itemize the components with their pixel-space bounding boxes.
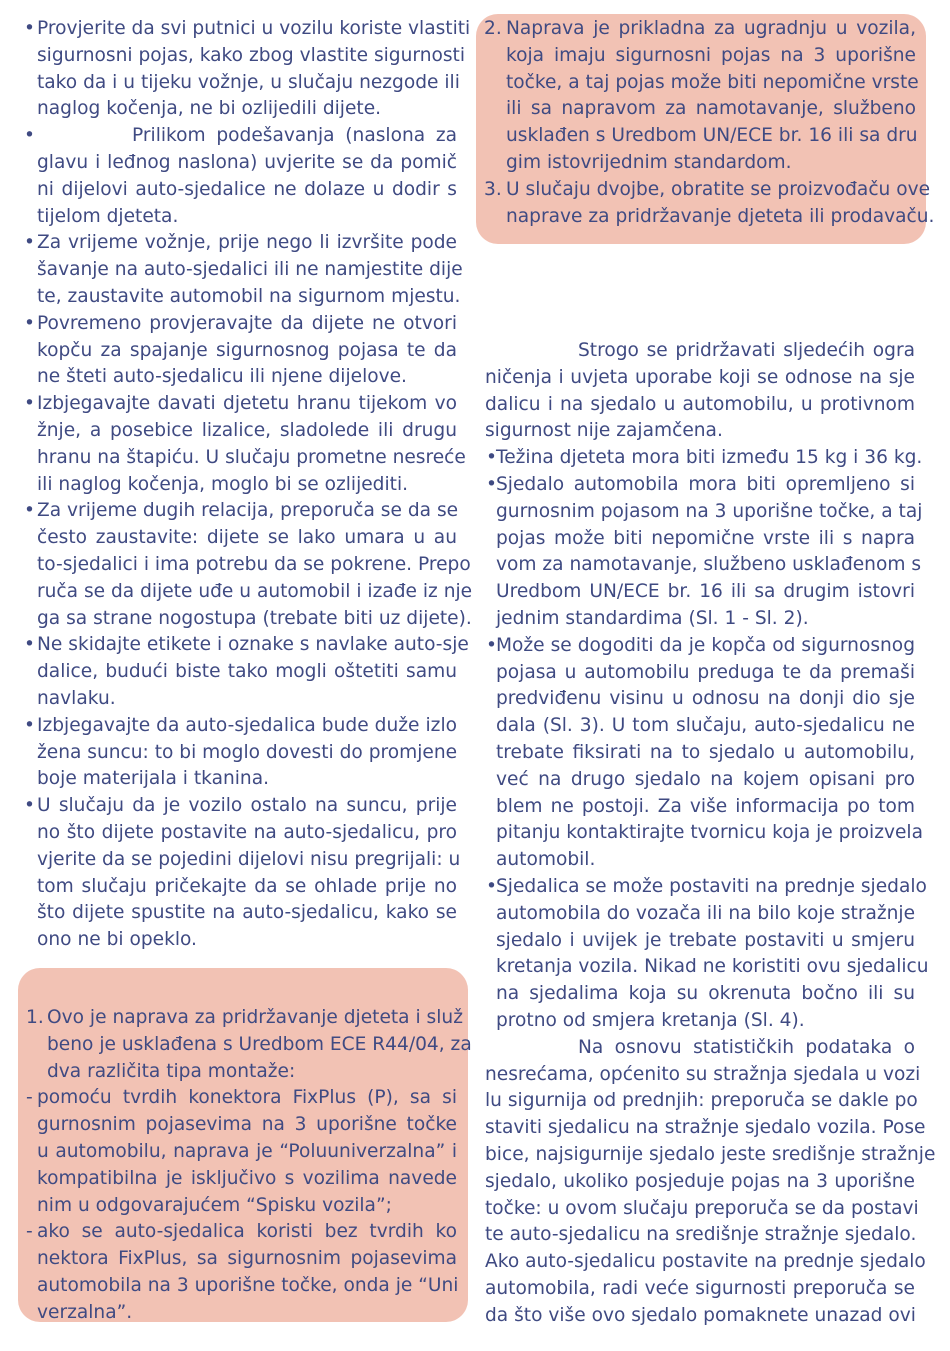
text-line: to-sjedalici i ima potrebu da se pokrene. Prepo xyxy=(37,554,471,575)
text-line: Povremeno provjeravajte da dijete ne otvori xyxy=(37,312,457,334)
bullet-marker: • xyxy=(486,474,497,495)
bullet-marker: • xyxy=(486,876,497,897)
text-line: automobila do vozača ili na bilo koje stražnje xyxy=(496,902,916,924)
text-line: Provjerite da svi putnici u vozilu koriste vlastiti xyxy=(37,18,471,39)
text-line: ono ne bi opeklo. xyxy=(37,929,197,951)
text-line: automobila, radi veće sigurnosti preporuča se xyxy=(485,1278,915,1299)
text-line: dva različita tipa montaže: xyxy=(47,1060,296,1082)
text-line: Težina djeteta mora biti između 15 kg i 36 kg. xyxy=(496,447,923,469)
text-line: tijelom djeteta. xyxy=(37,205,179,227)
text-line: blem ne postoji. Za više informacija po tom xyxy=(496,795,915,817)
list-number: 3. xyxy=(484,178,502,200)
text-line: no što dijete postavite na auto-sjedalicu, pro xyxy=(37,822,457,843)
text-line: jednim standardima (Sl. 1 - Sl. 2). xyxy=(496,608,809,629)
text-line: navlaku. xyxy=(37,688,116,709)
text-line: ni dijelovi auto-sjedalice ne dolaze u dodir s xyxy=(37,178,457,200)
bullet-marker: • xyxy=(24,312,35,334)
text-line: lu sigurnija od prednjih: preporuča se dakle po xyxy=(485,1090,918,1112)
text-line: beno je usklađena s Uredbom ECE R44/04, za xyxy=(47,1033,472,1055)
text-line: Ako auto-sjedalicu postavite na prednje sjedalo xyxy=(485,1251,926,1273)
text-line: ako se auto-sjedalica koristi bez tvrdih ko xyxy=(37,1221,457,1243)
text-line: gurnosnim pojasom na 3 uporišne točke, a taj xyxy=(496,500,923,522)
text-line: U slučaju dvojbe, obratite se proizvođaču ove xyxy=(506,178,931,200)
text-line: već na drugo sjedalo na kojem opisani pro xyxy=(496,768,915,790)
text-line: točke: u ovom slučaju preporuča se da postavi xyxy=(485,1197,919,1219)
text-line: Naprava je prikladna za ugradnju u vozila, xyxy=(506,18,916,39)
text-line: Prilikom podešavanja (naslona za xyxy=(132,125,457,147)
text-line: glavu i leđnog naslona) uvjerite se da pomič xyxy=(37,152,457,173)
text-line: Za vrijeme dugih relacija, preporuča se da se xyxy=(37,500,459,522)
text-line: sjedalo i uvijek je trebate postaviti u smjeru xyxy=(496,929,915,951)
text-line: žena suncu: to bi moglo dovesti do promjene xyxy=(37,741,458,763)
text-line: sjedalo, ukoliko posjeduje pojas na 3 uporišne xyxy=(485,1170,915,1192)
bullet-marker: • xyxy=(486,447,497,469)
text-line: nesrećama, općenito su stražnja sjedala u vozi xyxy=(485,1063,921,1085)
text-line: dalice, budući biste tako mogli oštetiti samu xyxy=(37,661,457,683)
bullet-marker: • xyxy=(24,795,35,817)
text-line: Uredbom UN/ECE br. 16 ili sa drugim istovri xyxy=(496,581,915,603)
bullet-marker: • xyxy=(24,18,35,39)
text-line: pomoću tvrdih konektora FixPlus (P), sa si xyxy=(37,1087,457,1109)
text-line: hranu na štapiću. U slučaju prometne nesreće xyxy=(37,446,466,468)
text-line: tom slučaju pričekajte da se ohlade prije no xyxy=(37,875,457,897)
text-line: bice, najsigurnije sjedalo jeste središnje stražnje xyxy=(485,1144,936,1165)
text-line: šavanje na auto-sjedalici ili ne namjestite dije xyxy=(37,259,463,281)
text-line: pitanju kontaktirajte tvornicu koja je proizvela xyxy=(496,822,923,844)
text-line: staviti sjedalicu na stražnje sjedalo vozila. Pose xyxy=(485,1117,926,1139)
text-line: vjerite da se pojedini dijelovi nisu pregrijali: u xyxy=(37,848,461,870)
text-line: protno od smjera kretanja (Sl. 4). xyxy=(496,1010,805,1031)
text-line: Ovo je naprava za pridržavanje djeteta i služ xyxy=(47,1007,463,1028)
text-line: pojasa u automobilu preduga te da premaši xyxy=(496,661,915,683)
bullet-marker: • xyxy=(24,393,35,415)
text-line: točke, a taj pojas može biti nepomične vrste xyxy=(506,71,919,93)
bullet-marker: • xyxy=(24,232,35,254)
text-line: sigurnost nije zajamčena. xyxy=(485,420,723,442)
text-line: žnje, a posebice lizalice, sladolede ili drugu xyxy=(37,420,457,441)
text-line: ne šteti auto-sjedalicu ili njene dijelove. xyxy=(37,366,407,388)
text-line: ili sa napravom za namotavanje, službeno xyxy=(506,98,916,120)
text-line: trebate fiksirati na to sjedalo u automobilu, xyxy=(496,742,915,763)
bullet-marker: • xyxy=(24,125,35,147)
dash-marker: - xyxy=(26,1087,33,1109)
bullet-marker: • xyxy=(24,634,35,656)
text-line: Sjedalo automobila mora biti opremljeno si xyxy=(496,474,915,495)
text-line: verzalna”. xyxy=(37,1301,133,1323)
text-line: automobil. xyxy=(496,849,596,871)
text-line: ničenja i uvjeta uporabe koji se odnose na sje xyxy=(485,366,915,388)
text-line: što dijete spustite na auto-sjedalicu, kako se xyxy=(37,902,457,924)
text-line: pojas može biti nepomične vrste ili s napra xyxy=(496,527,915,549)
bullet-marker: • xyxy=(24,714,35,736)
text-line: kopču za spajanje sigurnosnog pojasa te da xyxy=(37,339,457,361)
text-line: u automobilu, naprava je “Poluuniverzalna” i xyxy=(37,1141,457,1162)
text-line: usklađen s Uredbom UN/ECE br. 16 ili sa dru xyxy=(506,125,918,147)
text-line: da što više ovo sjedalo pomaknete unazad ovi xyxy=(485,1304,916,1326)
text-line: U slučaju da je vozilo ostalo na suncu, prije xyxy=(37,795,457,817)
list-number: 1. xyxy=(26,1007,44,1028)
text-line: Strogo se pridržavati sljedećih ogra xyxy=(578,340,915,361)
text-line: nektora FixPlus, sa sigurnosnim pojasevima xyxy=(37,1248,457,1270)
text-line: Izbjegavajte da auto-sjedalica bude duže izlo xyxy=(37,714,457,736)
text-line: automobila na 3 uporišne točke, onda je “Uni xyxy=(37,1275,459,1296)
text-line: gim istovrijednim standardom. xyxy=(506,152,792,173)
text-line: Izbjegavajte davati djetetu hranu tijekom vo xyxy=(37,393,457,415)
text-line: nim u odgovarajućem “Spisku vozila”; xyxy=(37,1194,392,1216)
text-line: ili naglog kočenja, moglo bi se ozlijediti. xyxy=(37,473,409,495)
text-line: naprave za pridržavanje djeteta ili prodavaču. xyxy=(506,205,935,227)
text-line: na sjedalima koja su okrenuta bočno ili su xyxy=(496,983,915,1005)
text-line: Ne skidajte etikete i oznake s navlake auto-sje xyxy=(37,634,469,656)
text-line: koja imaju sigurnosni pojas na 3 uporišne xyxy=(506,44,916,66)
text-line: dala (Sl. 3). U tom slučaju, auto-sjedalicu ne xyxy=(496,715,915,737)
text-line: vom za namotavanje, službeno usklađenom s xyxy=(496,554,922,576)
bullet-marker: • xyxy=(486,634,497,656)
text-line: ruča se da dijete uđe u automobil i izađe iz nje xyxy=(37,580,473,602)
text-line: kretanja vozila. Nikad ne koristiti ovu sjedalicu xyxy=(496,956,929,978)
bullet-marker: • xyxy=(24,500,35,522)
text-line: predviđenu visinu u odnosu na donji dio sje xyxy=(496,688,915,710)
text-line: sigurnosni pojas, kako zbog vlastite sigurnosti xyxy=(37,44,466,66)
text-line: te, zaustavite automobil na sigurnom mjestu. xyxy=(37,286,461,307)
text-line: često zaustavite: dijete se lako umara u au xyxy=(37,527,457,549)
text-line: tako da i u tijeku vožnje, u slučaju nezgode ili xyxy=(37,71,460,93)
text-line: te auto-sjedalicu na središnje stražnje sjedalo. xyxy=(485,1224,917,1246)
dash-marker: - xyxy=(26,1221,33,1243)
text-line: naglog kočenja, ne bi ozlijedili dijete. xyxy=(37,98,382,120)
text-line: kompatibilna je isključivo s vozilima navede xyxy=(37,1167,457,1189)
text-line: ga sa strane nogostupa (trebate biti uz dijete). xyxy=(37,607,472,629)
text-line: Sjedalica se može postaviti na prednje sjedalo xyxy=(496,876,927,897)
list-number: 2. xyxy=(484,18,502,39)
text-line: Na osnovu statističkih podataka o xyxy=(578,1036,915,1058)
text-line: dalicu i na sjedalo u automobilu, u protivnom xyxy=(485,393,915,415)
text-line: gurnosnim pojasevima na 3 uporišne točke xyxy=(37,1114,457,1136)
text-line: Za vrijeme vožnje, prije nego li izvršite pode xyxy=(37,232,457,254)
text-line: Može se dogoditi da je kopča od sigurnosnog xyxy=(496,634,915,656)
text-line: boje materijala i tkanina. xyxy=(37,768,270,790)
